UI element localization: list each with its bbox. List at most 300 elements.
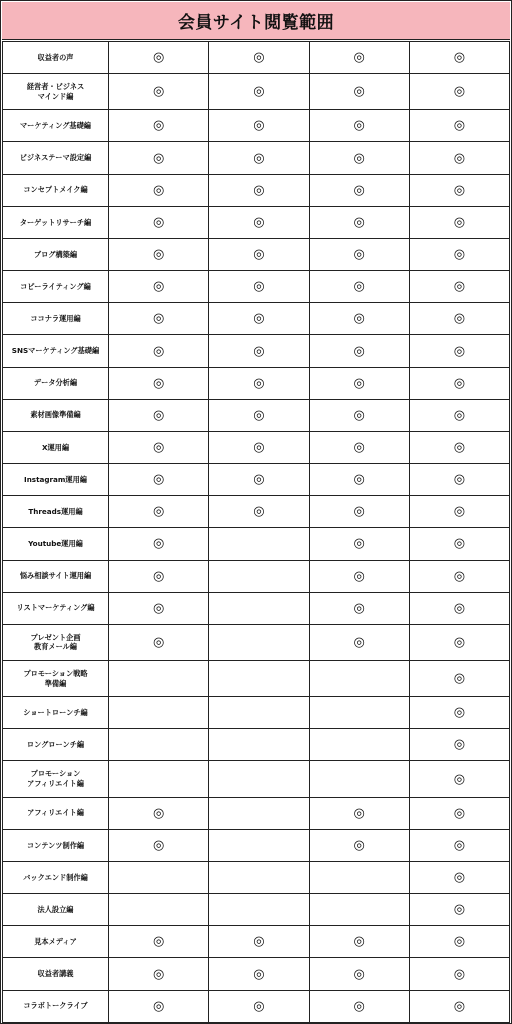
access-cell-4 xyxy=(409,761,509,797)
table-row xyxy=(3,797,510,829)
row-label-line: 教育メール編 xyxy=(34,642,77,652)
access-cell-1 xyxy=(109,303,209,335)
row-label xyxy=(3,238,109,270)
access-cell-2 xyxy=(209,926,309,958)
access-cell-1 xyxy=(109,142,209,174)
access-cell-3 xyxy=(309,697,409,729)
row-label xyxy=(3,174,109,206)
double-circle-mark: ◎ xyxy=(152,934,165,950)
access-cell-1 xyxy=(109,829,209,861)
access-cell-2 xyxy=(209,761,309,797)
access-cell-3 xyxy=(309,303,409,335)
double-circle-mark: ◎ xyxy=(253,375,265,391)
double-circle-mark: ◎ xyxy=(453,247,466,263)
double-circle-mark: ◎ xyxy=(353,150,365,166)
double-circle-mark: ◎ xyxy=(152,600,165,616)
double-circle-mark: ◎ xyxy=(353,472,365,488)
row-label-line: Threads運用編 xyxy=(28,506,83,516)
row-label-line: コピーライティング編 xyxy=(20,281,91,291)
double-circle-mark: ◎ xyxy=(253,50,265,66)
access-cell-2 xyxy=(209,42,309,74)
access-cell-2 xyxy=(209,206,309,238)
access-cell-4 xyxy=(409,110,509,142)
access-cell-2 xyxy=(209,303,309,335)
row-label xyxy=(3,431,109,463)
access-cell-2 xyxy=(209,496,309,528)
access-cell-2 xyxy=(209,142,309,174)
double-circle-mark: ◎ xyxy=(453,870,466,886)
double-circle-mark: ◎ xyxy=(353,998,365,1014)
table-row xyxy=(3,110,510,142)
row-label xyxy=(3,142,109,174)
access-cell-3 xyxy=(309,829,409,861)
access-cell-4 xyxy=(409,894,509,926)
row-label-line: 素材画像準備編 xyxy=(30,410,81,420)
access-cell-4 xyxy=(409,464,509,496)
row-label-line: X運用編 xyxy=(41,442,70,452)
access-cell-1 xyxy=(109,861,209,893)
access-cell-3 xyxy=(309,174,409,206)
access-cell-3 xyxy=(309,797,409,829)
double-circle-mark: ◎ xyxy=(253,311,265,327)
double-circle-mark: ◎ xyxy=(453,279,466,295)
access-cell-4 xyxy=(409,206,509,238)
double-circle-mark: ◎ xyxy=(353,375,365,391)
row-label xyxy=(3,74,109,110)
access-cell-3 xyxy=(309,74,409,110)
access-cell-2 xyxy=(209,335,309,367)
double-circle-mark: ◎ xyxy=(453,375,466,391)
row-label-line: 収益者の声 xyxy=(37,52,74,62)
double-circle-mark: ◎ xyxy=(353,934,365,950)
double-circle-mark: ◎ xyxy=(253,279,265,295)
row-label xyxy=(3,697,109,729)
double-circle-mark: ◎ xyxy=(152,50,165,66)
double-circle-mark: ◎ xyxy=(453,504,466,520)
row-label xyxy=(3,271,109,303)
row-label-line: 悩み相談サイト運用編 xyxy=(19,571,92,581)
access-cell-2 xyxy=(209,367,309,399)
double-circle-mark: ◎ xyxy=(353,407,365,423)
access-cell-4 xyxy=(409,958,509,990)
access-cell-2 xyxy=(209,74,309,110)
double-circle-mark: ◎ xyxy=(152,150,165,166)
double-circle-mark: ◎ xyxy=(453,407,466,423)
double-circle-mark: ◎ xyxy=(453,771,466,787)
row-label-line: マインド編 xyxy=(37,91,74,101)
access-cell-4 xyxy=(409,174,509,206)
table-row xyxy=(3,958,510,990)
access-cell-4 xyxy=(409,399,509,431)
table-row xyxy=(3,238,510,270)
row-label xyxy=(3,528,109,560)
double-circle-mark: ◎ xyxy=(253,150,265,166)
row-label-line: SNSマーケティング基礎編 xyxy=(11,346,100,356)
double-circle-mark: ◎ xyxy=(253,998,265,1014)
access-cell-1 xyxy=(109,990,209,1022)
row-label xyxy=(3,829,109,861)
double-circle-mark: ◎ xyxy=(353,214,365,230)
access-cell-4 xyxy=(409,142,509,174)
table-row xyxy=(3,464,510,496)
row-label-line: アフィリエイト編 xyxy=(27,808,84,818)
access-cell-3 xyxy=(309,729,409,761)
access-cell-4 xyxy=(409,592,509,624)
double-circle-mark: ◎ xyxy=(453,966,466,982)
double-circle-mark: ◎ xyxy=(453,536,466,552)
access-cell-2 xyxy=(209,399,309,431)
access-cell-3 xyxy=(309,560,409,592)
access-cell-1 xyxy=(109,74,209,110)
table-row xyxy=(3,990,510,1022)
access-cell-4 xyxy=(409,861,509,893)
row-label xyxy=(3,797,109,829)
access-cell-4 xyxy=(409,335,509,367)
access-cell-1 xyxy=(109,661,209,697)
double-circle-mark: ◎ xyxy=(253,118,265,134)
double-circle-mark: ◎ xyxy=(453,998,466,1014)
double-circle-mark: ◎ xyxy=(453,472,466,488)
row-label xyxy=(3,958,109,990)
double-circle-mark: ◎ xyxy=(152,472,165,488)
table-row xyxy=(3,206,510,238)
access-cell-2 xyxy=(209,592,309,624)
double-circle-mark: ◎ xyxy=(453,737,466,753)
double-circle-mark: ◎ xyxy=(453,902,466,918)
row-label xyxy=(3,399,109,431)
row-label-line: 経営者・ビジネス xyxy=(26,82,85,92)
table-row xyxy=(3,74,510,110)
access-cell-3 xyxy=(309,496,409,528)
row-label xyxy=(3,592,109,624)
access-cell-3 xyxy=(309,42,409,74)
table-row xyxy=(3,303,510,335)
table-title: 会員サイト閲覧範囲 xyxy=(2,2,510,40)
access-cell-2 xyxy=(209,729,309,761)
access-cell-3 xyxy=(309,958,409,990)
table-row xyxy=(3,624,510,660)
access-cell-2 xyxy=(209,990,309,1022)
double-circle-mark: ◎ xyxy=(453,311,466,327)
double-circle-mark: ◎ xyxy=(353,634,365,650)
double-circle-mark: ◎ xyxy=(453,671,466,687)
row-label-line: コンセプトメイク編 xyxy=(23,185,88,195)
double-circle-mark: ◎ xyxy=(453,805,466,821)
access-cell-1 xyxy=(109,697,209,729)
access-cell-4 xyxy=(409,496,509,528)
access-cell-1 xyxy=(109,399,209,431)
access-cell-4 xyxy=(409,271,509,303)
double-circle-mark: ◎ xyxy=(453,837,466,853)
access-cell-3 xyxy=(309,464,409,496)
double-circle-mark: ◎ xyxy=(453,600,466,616)
double-circle-mark: ◎ xyxy=(152,504,165,520)
access-cell-3 xyxy=(309,990,409,1022)
access-cell-2 xyxy=(209,560,309,592)
access-cell-2 xyxy=(209,431,309,463)
access-cell-4 xyxy=(409,990,509,1022)
row-label xyxy=(3,990,109,1022)
access-cell-3 xyxy=(309,624,409,660)
access-cell-3 xyxy=(309,431,409,463)
access-cell-1 xyxy=(109,206,209,238)
table-row xyxy=(3,697,510,729)
double-circle-mark: ◎ xyxy=(253,966,265,982)
double-circle-mark: ◎ xyxy=(353,568,365,584)
table-row xyxy=(3,496,510,528)
double-circle-mark: ◎ xyxy=(453,343,466,359)
row-label-line: データ分析編 xyxy=(33,378,78,388)
access-cell-1 xyxy=(109,761,209,797)
access-cell-2 xyxy=(209,861,309,893)
access-cell-1 xyxy=(109,174,209,206)
double-circle-mark: ◎ xyxy=(253,472,265,488)
access-cell-4 xyxy=(409,729,509,761)
row-label-line: Youtube運用編 xyxy=(28,539,83,549)
row-label-line: ブログ構築編 xyxy=(33,249,78,259)
access-cell-1 xyxy=(109,592,209,624)
access-cell-1 xyxy=(109,624,209,660)
access-cell-3 xyxy=(309,142,409,174)
access-cell-4 xyxy=(409,367,509,399)
access-cell-1 xyxy=(109,238,209,270)
access-cell-4 xyxy=(409,528,509,560)
double-circle-mark: ◎ xyxy=(353,504,365,520)
row-label xyxy=(3,367,109,399)
access-cell-4 xyxy=(409,829,509,861)
access-cell-2 xyxy=(209,661,309,697)
row-label xyxy=(3,110,109,142)
access-cell-1 xyxy=(109,894,209,926)
access-cell-3 xyxy=(309,761,409,797)
access-cell-3 xyxy=(309,592,409,624)
access-cell-2 xyxy=(209,464,309,496)
access-cell-4 xyxy=(409,303,509,335)
double-circle-mark: ◎ xyxy=(152,536,165,552)
double-circle-mark: ◎ xyxy=(152,837,165,853)
double-circle-mark: ◎ xyxy=(353,182,365,198)
access-cell-4 xyxy=(409,797,509,829)
double-circle-mark: ◎ xyxy=(152,568,165,584)
access-cell-2 xyxy=(209,958,309,990)
double-circle-mark: ◎ xyxy=(253,214,265,230)
double-circle-mark: ◎ xyxy=(152,634,165,650)
row-label-line: リストマーケティング編 xyxy=(16,603,95,613)
double-circle-mark: ◎ xyxy=(152,343,165,359)
double-circle-mark: ◎ xyxy=(152,84,165,100)
table-row xyxy=(3,271,510,303)
double-circle-mark: ◎ xyxy=(152,182,165,198)
table-row xyxy=(3,894,510,926)
access-cell-3 xyxy=(309,335,409,367)
row-label xyxy=(3,464,109,496)
access-cell-3 xyxy=(309,926,409,958)
double-circle-mark: ◎ xyxy=(152,407,165,423)
row-label-line: 法人設立編 xyxy=(37,904,74,914)
access-cell-4 xyxy=(409,74,509,110)
row-label-line: プロモーション戦略 xyxy=(23,668,88,678)
table-row xyxy=(3,528,510,560)
double-circle-mark: ◎ xyxy=(453,568,466,584)
row-label xyxy=(3,926,109,958)
double-circle-mark: ◎ xyxy=(152,439,165,455)
access-cell-4 xyxy=(409,624,509,660)
access-cell-2 xyxy=(209,829,309,861)
row-label xyxy=(3,661,109,697)
double-circle-mark: ◎ xyxy=(253,84,265,100)
double-circle-mark: ◎ xyxy=(453,705,466,721)
row-label xyxy=(3,496,109,528)
table-row xyxy=(3,829,510,861)
table-row xyxy=(3,431,510,463)
row-label-line: 収益者講義 xyxy=(37,969,74,979)
double-circle-mark: ◎ xyxy=(152,966,165,982)
row-label xyxy=(3,335,109,367)
access-cell-4 xyxy=(409,560,509,592)
access-cell-3 xyxy=(309,661,409,697)
table-row xyxy=(3,729,510,761)
access-cell-3 xyxy=(309,894,409,926)
row-label-line: ビジネステーマ設定編 xyxy=(19,153,92,163)
access-cell-1 xyxy=(109,271,209,303)
double-circle-mark: ◎ xyxy=(453,84,466,100)
row-label xyxy=(3,624,109,660)
row-label-line: コンテンツ制作編 xyxy=(26,840,85,850)
table-row xyxy=(3,661,510,697)
row-label-line: ココナラ運用編 xyxy=(30,313,81,323)
row-label xyxy=(3,729,109,761)
access-cell-4 xyxy=(409,238,509,270)
row-label-line: バックエンド制作編 xyxy=(23,872,88,882)
double-circle-mark: ◎ xyxy=(152,805,165,821)
access-cell-3 xyxy=(309,367,409,399)
access-cell-2 xyxy=(209,110,309,142)
double-circle-mark: ◎ xyxy=(453,118,466,134)
row-label-line: ショートローンチ編 xyxy=(23,707,88,717)
row-label xyxy=(3,894,109,926)
table-row xyxy=(3,399,510,431)
access-cell-3 xyxy=(309,206,409,238)
double-circle-mark: ◎ xyxy=(353,536,365,552)
double-circle-mark: ◎ xyxy=(453,150,466,166)
double-circle-mark: ◎ xyxy=(152,214,165,230)
table-row xyxy=(3,174,510,206)
access-cell-1 xyxy=(109,42,209,74)
access-cell-1 xyxy=(109,110,209,142)
access-cell-4 xyxy=(409,661,509,697)
access-cell-2 xyxy=(209,528,309,560)
access-cell-3 xyxy=(309,528,409,560)
table-row xyxy=(3,926,510,958)
access-cell-1 xyxy=(109,367,209,399)
double-circle-mark: ◎ xyxy=(353,837,365,853)
row-label-line: コラボトークライブ xyxy=(23,1001,88,1011)
double-circle-mark: ◎ xyxy=(253,343,265,359)
access-cell-4 xyxy=(409,42,509,74)
access-cell-4 xyxy=(409,926,509,958)
table-row xyxy=(3,335,510,367)
access-cell-2 xyxy=(209,624,309,660)
double-circle-mark: ◎ xyxy=(453,439,466,455)
access-cell-1 xyxy=(109,464,209,496)
row-label xyxy=(3,761,109,797)
grid-body xyxy=(3,42,510,1023)
access-cell-3 xyxy=(309,861,409,893)
double-circle-mark: ◎ xyxy=(453,50,466,66)
access-cell-4 xyxy=(409,431,509,463)
double-circle-mark: ◎ xyxy=(253,247,265,263)
row-label-line: 見本メディア xyxy=(34,937,77,946)
double-circle-mark: ◎ xyxy=(353,439,365,455)
access-cell-2 xyxy=(209,238,309,270)
access-cell-1 xyxy=(109,431,209,463)
row-label-line: ターゲットリサーチ編 xyxy=(19,217,92,227)
row-label xyxy=(3,560,109,592)
access-cell-1 xyxy=(109,528,209,560)
access-cell-4 xyxy=(409,697,509,729)
double-circle-mark: ◎ xyxy=(353,805,365,821)
access-grid xyxy=(2,41,510,1023)
table-row xyxy=(3,367,510,399)
row-label-line: 準備編 xyxy=(44,678,67,688)
double-circle-mark: ◎ xyxy=(453,634,466,650)
double-circle-mark: ◎ xyxy=(353,343,365,359)
double-circle-mark: ◎ xyxy=(353,966,365,982)
double-circle-mark: ◎ xyxy=(152,998,165,1014)
double-circle-mark: ◎ xyxy=(353,311,365,327)
access-cell-2 xyxy=(209,697,309,729)
access-cell-3 xyxy=(309,271,409,303)
double-circle-mark: ◎ xyxy=(152,375,165,391)
table-row xyxy=(3,861,510,893)
access-cell-2 xyxy=(209,797,309,829)
access-cell-1 xyxy=(109,797,209,829)
double-circle-mark: ◎ xyxy=(453,934,466,950)
access-cell-1 xyxy=(109,926,209,958)
access-cell-3 xyxy=(309,110,409,142)
table-row xyxy=(3,761,510,797)
access-cell-1 xyxy=(109,729,209,761)
double-circle-mark: ◎ xyxy=(353,84,365,100)
double-circle-mark: ◎ xyxy=(453,182,466,198)
access-cell-1 xyxy=(109,335,209,367)
double-circle-mark: ◎ xyxy=(253,407,265,423)
table-row xyxy=(3,560,510,592)
row-label-line: マーケティング基礎編 xyxy=(19,121,91,131)
double-circle-mark: ◎ xyxy=(353,118,365,134)
access-cell-1 xyxy=(109,496,209,528)
double-circle-mark: ◎ xyxy=(152,118,165,134)
double-circle-mark: ◎ xyxy=(253,439,265,455)
row-label-line: アフィリエイト編 xyxy=(27,779,84,789)
table-row xyxy=(3,142,510,174)
table-row xyxy=(3,592,510,624)
double-circle-mark: ◎ xyxy=(353,247,365,263)
row-label-line: Instagram運用編 xyxy=(24,474,87,484)
double-circle-mark: ◎ xyxy=(353,600,365,616)
table-row xyxy=(3,42,510,74)
double-circle-mark: ◎ xyxy=(152,311,165,327)
row-label xyxy=(3,303,109,335)
access-cell-1 xyxy=(109,560,209,592)
access-cell-3 xyxy=(309,399,409,431)
double-circle-mark: ◎ xyxy=(353,50,365,66)
double-circle-mark: ◎ xyxy=(253,934,265,950)
double-circle-mark: ◎ xyxy=(253,504,265,520)
double-circle-mark: ◎ xyxy=(453,214,466,230)
double-circle-mark: ◎ xyxy=(152,247,165,263)
access-cell-2 xyxy=(209,271,309,303)
